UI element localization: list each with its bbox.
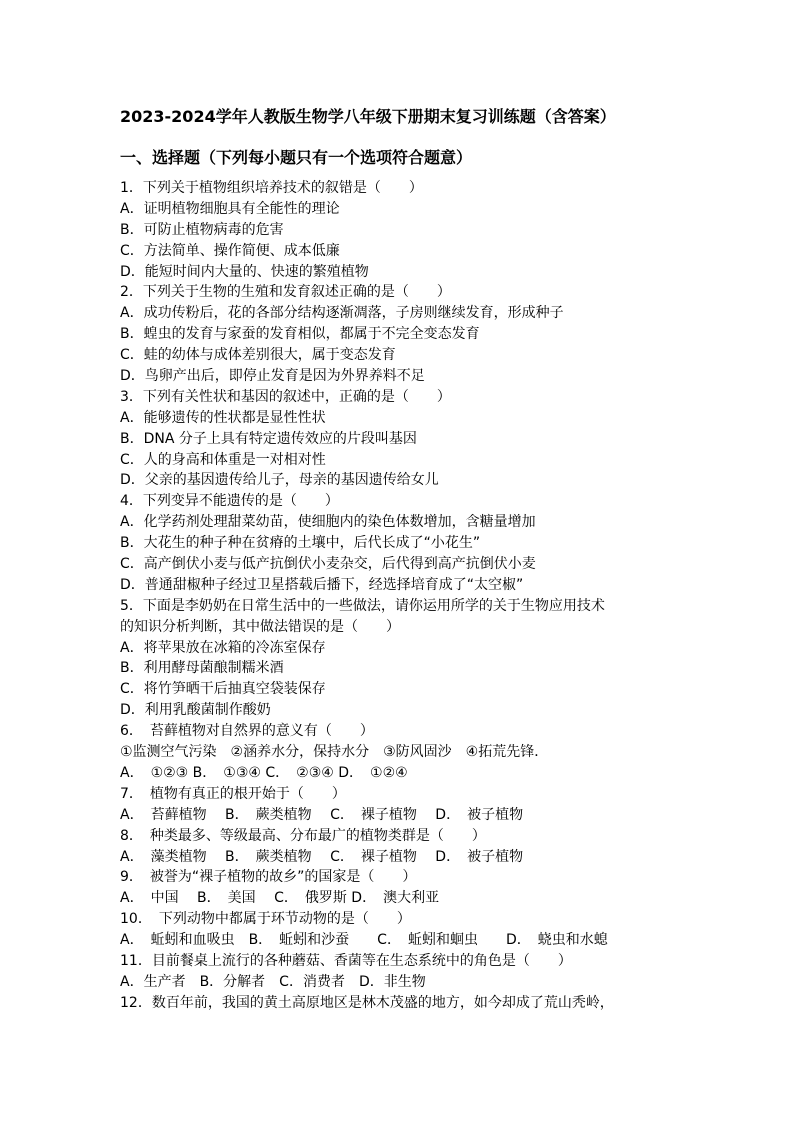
text-line: A．生产者 B．分解者 C．消费者 D．非生物 (120, 973, 426, 990)
text-line: 的知识分析判断，其中做法错误的是（ ） (120, 618, 400, 635)
text-line: 8． 种类最多、等级最高、分布最广的植物类群是（ ） (120, 827, 486, 844)
text-line: 12．数百年前，我国的黄土高原地区是林木茂盛的地方，如今却成了荒山秃岭， (120, 994, 614, 1011)
text-line: A． 蚯蚓和血吸虫 B． 蚯蚓和沙蚕 C． 蚯蚓和蛔虫 D． 蛲虫和水螅 (120, 932, 608, 949)
text-line: B．利用酵母菌酿制糯米酒 (120, 660, 284, 677)
text-line: 6． 苔藓植物对自然界的意义有（ ） (120, 723, 374, 740)
text-line: A．成功传粉后，花的各部分结构逐渐凋落，子房则继续发育，形成种子 (120, 305, 564, 322)
text-line: A． 苔藓植物 B． 蕨类植物 C． 裸子植物 D． 被子植物 (120, 806, 524, 823)
text-line: 3．下列有关性状和基因的叙述中，正确的是（ ） (120, 388, 451, 405)
document-title: 2023-2024学年人教版生物学八年级下册期末复习训练题（含答案） (120, 107, 616, 126)
text-line: 10． 下列动物中都属于环节动物的是（ ） (120, 911, 411, 928)
text-line: B．可防止植物病毒的危害 (120, 221, 284, 238)
text-line: C．将竹笋晒干后抽真空袋装保存 (120, 681, 326, 698)
text-line: C．高产倒伏小麦与低产抗倒伏小麦杂交，后代得到高产抗倒伏小麦 (120, 556, 536, 573)
text-line: 4．下列变异不能遗传的是（ ） (120, 493, 339, 510)
text-line: 7． 植物有真正的根开始于（ ） (120, 785, 346, 802)
text-line: D．能短时间内大量的、快速的繁殖植物 (120, 263, 369, 280)
text-line: 9． 被誉为“裸子植物的故乡”的国家是（ ） (120, 869, 417, 886)
text-line: 5．下面是李奶奶在日常生活中的一些做法，请你运用所学的关于生物应用技术 (120, 597, 605, 614)
text-line: B．大花生的种子种在贫瘠的土壤中，后代长成了“小花生” (120, 535, 481, 552)
text-line: A．能够遗传的性状都是显性性状 (120, 409, 326, 426)
text-line: 11．目前餐桌上流行的各种蘑菇、香菌等在生态系统中的角色是（ ） (120, 952, 572, 969)
text-line: D．普通甜椒种子经过卫星搭载后播下，经选择培育成了“太空椒” (120, 576, 524, 593)
text-line: C．蛙的幼体与成体差别很大，属于变态发育 (120, 347, 396, 364)
text-line: D．鸟卵产出后，即停止发育是因为外界养料不足 (120, 368, 425, 385)
text-line: C．方法简单、操作简便、成本低廉 (120, 242, 340, 259)
text-line: A．证明植物细胞具有全能性的理论 (120, 200, 340, 217)
text-line: A． ①②③ B． ①③④ C． ②③④ D． ①②④ (120, 764, 408, 781)
text-line: A．将苹果放在冰箱的冷冻室保存 (120, 639, 326, 656)
text-line: B．蝗虫的发育与家蚕的发育相似，都属于不完全变态发育 (120, 326, 480, 343)
section-heading: 一、选择题（下列每小题只有一个选项符合题意） (120, 148, 473, 167)
text-line: C．人的身高和体重是一对相对性 (120, 451, 326, 468)
text-line: 1．下列关于植物组织培养技术的叙错是（ ） (120, 180, 423, 196)
text-line: A． 藻类植物 B． 蕨类植物 C． 裸子植物 D． 被子植物 (120, 848, 524, 865)
text-line: A． 中国 B． 美国 C． 俄罗斯 D． 澳大利亚 (120, 890, 440, 907)
text-line: D．父亲的基因遗传给儿子，母亲的基因遗传给女儿 (120, 472, 439, 489)
question-list (120, 178, 690, 1014)
text-line: ①监测空气污染 ②涵养水分，保持水分 ③防风固沙 ④拓荒先锋． (120, 744, 549, 761)
text-line: D．利用乳酸菌制作酸奶 (120, 702, 271, 719)
text-line: A．化学药剂处理甜菜幼苗，使细胞内的染色体数增加，含糖量增加 (120, 514, 536, 531)
text-line: B．DNA 分子上具有特定遗传效应的片段叫基因 (120, 430, 417, 447)
text-line: 2．下列关于生物的生殖和发育叙述正确的是（ ） (120, 284, 451, 301)
